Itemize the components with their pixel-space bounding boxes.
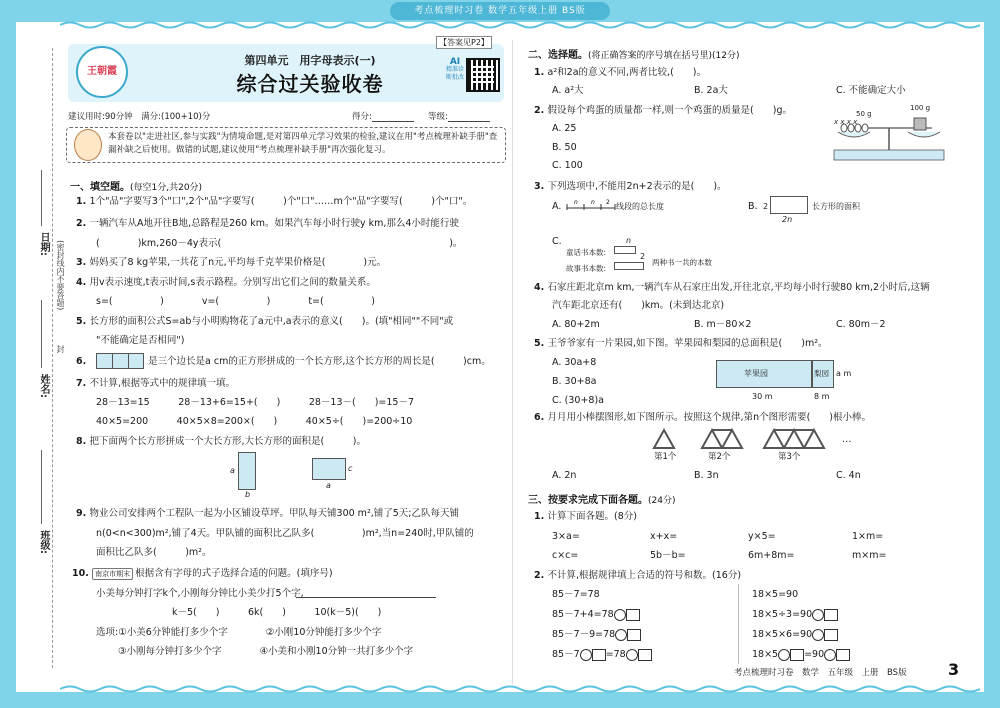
r-q5-number: 5. [534, 338, 548, 349]
pattern-right-2: 18×5÷3=90 [752, 609, 813, 620]
q10-options-2: ③小刚每分钟打多少个字 ④小美和小刚10分钟一共打多少个字 [118, 646, 414, 657]
r-q3-b-side: 2 [763, 202, 769, 211]
q6-square-divider-2 [128, 353, 129, 369]
r-q4-opt-a[interactable]: A. 80+2m [552, 319, 600, 330]
scale-eggs-label: x x x x [834, 118, 858, 126]
intro-text: 本套卷以"走进社区,参与实践"为情境命题,是对第四单元学习效果的检验,建议在用"考点梳理补缺手册"查漏补缺之后使用。做错的试题,建议使用"考点梳理补缺手册"再次强化复习。 [108, 132, 498, 155]
score-label: 得分: [352, 112, 372, 122]
pattern-right-3: 18×5×6=90 [752, 629, 813, 640]
pattern-left-eq: =78 [605, 649, 626, 660]
q5-apple-label: 苹果园 [744, 369, 768, 378]
q10-text: 根据含有字母的式子选择合适的问题。(填序号) [135, 568, 333, 579]
q3-bar-fairy [614, 246, 636, 254]
r-q6-number: 6. [534, 412, 548, 423]
r-q32-title: 不计算,根据规律填上合适的符号和数。(16分) [547, 570, 742, 581]
r-q2-text[interactable]: 假设每个鸡蛋的质量都一样,则一个鸡蛋的质量是( )g。 [547, 105, 792, 116]
date-label: 日期: [38, 232, 49, 256]
blank-circle[interactable] [824, 649, 836, 661]
r-q3-opt-b-text: 长方形的面积 [812, 202, 860, 211]
section-2-title: 二、选择题。 [528, 50, 588, 61]
q5-pear-label: 梨园 [814, 369, 829, 378]
r-q2-number: 2. [534, 105, 548, 116]
student-avatar-icon [74, 129, 102, 161]
blank-square[interactable] [592, 649, 606, 661]
q10-blank-line[interactable] [296, 597, 436, 598]
r-q2-opt-a[interactable]: A. 25 [552, 123, 577, 134]
r-q3-number: 3. [534, 181, 548, 192]
r-q4-text-1: 石家庄距北京m km,一辆汽车从石家庄出发,开往北京,平均每小时行驶80 km,2小时后,这辆 [547, 282, 930, 293]
q4-text[interactable]: 用v表示速度,t表示时间,s表示路程。分别写出它们之间的数量关系。 [89, 277, 376, 288]
q2-text-2[interactable]: ( )km,260－4y表示( )。 [96, 238, 463, 249]
q6-triangles-diagram [652, 428, 852, 450]
seal-dashed-line [52, 48, 53, 668]
q10-source-tag: 南京市期末 [92, 568, 133, 580]
blank-square[interactable] [824, 609, 838, 621]
r-q3-text[interactable]: 下列选项中,不能用2n+2表示的是( )。 [547, 181, 727, 192]
page-number: 3 [948, 660, 960, 679]
blank-circle[interactable] [615, 629, 627, 641]
q6-three-squares [96, 353, 144, 369]
date-fill-line [41, 170, 42, 226]
qr-code-icon[interactable] [466, 58, 500, 92]
q2-number: 2. [76, 218, 90, 229]
calc-7[interactable]: 6m+8m= [748, 550, 795, 561]
r-q3-opt-a-letter[interactable]: A. [552, 201, 562, 212]
q8-label-a1: a [230, 466, 235, 475]
q5-height-label: a m [836, 369, 852, 378]
svg-text:n: n [574, 199, 578, 206]
left-frame-band [0, 0, 16, 708]
r-q3-c-story-label: 故事书本数: [566, 264, 607, 273]
class-label: 班级: [38, 530, 49, 554]
q5-text-2: "不能确定是否相同") [96, 335, 185, 346]
calc-2[interactable]: x+x= [650, 531, 678, 542]
top-banner [200, 2, 800, 20]
q6-square-divider-1 [112, 353, 113, 369]
score-field[interactable] [352, 110, 414, 122]
r-q4-opt-b[interactable]: B. m－80×2 [694, 319, 752, 330]
r-q6-opt-c[interactable]: C. 4n [836, 470, 861, 481]
q6-fig1-label: 第1个 [654, 452, 677, 462]
r-q3-opt-c-letter[interactable]: C. [552, 236, 562, 247]
r-q1-number: 1. [534, 67, 548, 78]
blank-circle[interactable] [614, 609, 626, 621]
r-q2-opt-b[interactable]: B. 50 [552, 142, 577, 153]
q6-fig2-label: 第2个 [708, 452, 731, 462]
r-q6-opt-b[interactable]: B. 3n [694, 470, 719, 481]
ai-label [446, 58, 464, 82]
blank-circle[interactable] [580, 649, 592, 661]
unit-title: 第四单元 用字母表示(一) [244, 54, 376, 67]
q3-text[interactable]: 妈妈买了8 kg苹果,一共花了n元,平均每千克苹果价格是( )元。 [89, 257, 387, 268]
r-q4-number: 4. [534, 282, 548, 293]
q9-text-2[interactable]: n(0<n<300)m²,铺了4天。甲队铺的面积比乙队多( )m²,当n=240时,甲队铺的 [96, 528, 474, 539]
blank-circle[interactable] [778, 649, 790, 661]
calc-1[interactable]: 3×a= [552, 531, 580, 542]
pattern-right-1: 18×5=90 [752, 589, 799, 600]
r-q3-c-n: n [626, 236, 632, 245]
q8-number: 8. [76, 436, 90, 447]
q7-row-1[interactable]: 28－13=15 28－13+6=15+( ) 28－13－( )=15－7 [96, 397, 415, 408]
pattern-left-1: 85－7=78 [552, 589, 600, 600]
answer-reference: 【答案见P2】 [436, 36, 492, 49]
r-q3-c-2: 2 [640, 252, 646, 261]
q8-text[interactable]: 把下面两个长方形拼成一个大长方形,大长方形的面积是( )。 [89, 436, 366, 447]
section-1-title: 一、填空题。 [70, 182, 130, 193]
r-q6-text[interactable]: 月月用小棒摆图形,如下图所示。按照这个规律,第n个图形需要( )根小棒。 [547, 412, 872, 423]
bottom-wave-decoration [60, 684, 980, 694]
q6-fig3-label: 第3个 [778, 452, 801, 462]
pattern-left-2: 85－7+4=78 [552, 609, 614, 620]
r-q1-text[interactable]: a²和2a的意义不同,两者比较,( )。 [547, 67, 706, 78]
r-q1-opt-c[interactable]: C. 不能确定大小 [836, 85, 906, 96]
r-q1-opt-b[interactable]: B. 2a大 [694, 85, 728, 96]
q5-text-1[interactable]: 长方形的面积公式S=ab与小明购物花了a元中,a表示的意义( )。(填"相同""不同"或 [89, 316, 454, 327]
seal-note: (密封线内不要答题) [56, 240, 65, 311]
blank-square[interactable] [824, 629, 838, 641]
blank-square[interactable] [627, 629, 641, 641]
r-q3-opt-b-letter[interactable]: B. [748, 201, 758, 212]
page-title: 综合过关验收卷 [236, 72, 384, 96]
q3-rect-diagram [770, 196, 808, 214]
right-frame-band [984, 0, 1000, 708]
ai-label-top: AI [449, 57, 461, 67]
q7-number: 7. [76, 378, 90, 389]
r-q5-opt-b[interactable]: B. 30+8a [552, 376, 597, 387]
name-fill-line [41, 300, 42, 368]
q10-options-1: 选项:①小美6分钟能打多少个字 ②小刚10分钟能打多少个字 [96, 627, 382, 638]
q10-number: 10. [72, 568, 93, 579]
q3-segment-diagram [566, 196, 616, 212]
pattern-left-4: 85－7 [552, 649, 580, 660]
section-2-heading [528, 46, 740, 61]
r-q31-title: 计算下面各题。(8分) [547, 511, 637, 522]
balance-scale-diagram [826, 106, 952, 164]
scale-left-weight: 50 g [856, 110, 872, 118]
r-q3-c-total: 两种书一共的本数 [652, 258, 712, 267]
top-wave-decoration [60, 20, 980, 30]
blank-circle[interactable] [812, 629, 824, 641]
column-divider [512, 40, 513, 684]
r-q5-text[interactable]: 王爷爷家有一片果园,如下图。苹果园和梨园的总面积是( )m²。 [547, 338, 828, 349]
r-q1-opt-a[interactable]: A. a²大 [552, 85, 584, 96]
r-q4-text-2[interactable]: 汽车距北京还有( )km。(未到达北京) [552, 300, 725, 311]
q5-width-8: 8 m [814, 392, 830, 401]
q6-ellipsis: … [842, 434, 852, 445]
blank-square[interactable] [790, 649, 804, 661]
scale-right-weight: 100 g [910, 104, 931, 112]
banner-text: 考点梳理时习卷 数学五年级上册 BS版 [390, 2, 609, 20]
q4-number: 4. [76, 277, 90, 288]
q5-width-30: 30 m [752, 392, 773, 401]
q3-number: 3. [76, 257, 90, 268]
r-q4-opt-c[interactable]: C. 80m－2 [836, 319, 886, 330]
calc-5[interactable]: c×c= [552, 550, 579, 561]
suggested-time: 建议用时:90分钟 满分:(100+10)分 [68, 112, 211, 122]
q7-row-2[interactable]: 40×5=200 40×5×8=200×( ) 40×5÷( )=200÷10 [96, 416, 413, 427]
q8-rect-2 [312, 458, 346, 480]
section-3-sub: (24分) [648, 496, 676, 506]
q4-formulas[interactable]: s=( ) v=( ) t=( ) [96, 296, 375, 307]
grade-blank[interactable] [448, 113, 490, 122]
blank-square[interactable] [836, 649, 850, 661]
q10-context: 小美每分钟打字k个,小刚每分钟比小美少打5个字, [96, 588, 304, 599]
q1-text[interactable]: 1个"品"字要写3个"口",2个"品"字要写( )个"口"……m个"品"字要写( )个"口"。 [89, 196, 473, 207]
r-q5-opt-a[interactable]: A. 30a+8 [552, 357, 597, 368]
q8-label-a2: a [326, 481, 331, 490]
section-3-title: 三、按要求完成下面各题。 [528, 495, 648, 506]
pattern-left-3: 85－7－9=78 [552, 629, 616, 640]
section-2-sub: (将正确答案的序号填在括号里)(12分) [588, 51, 740, 61]
seal-mark: 封 [56, 345, 65, 353]
blank-square[interactable] [638, 649, 652, 661]
q9-text-1: 物业公司安排两个工程队一起为小区铺设草坪。甲队每天铺300 m²,铺了5天;乙队每天铺 [89, 508, 460, 519]
q10-expressions[interactable]: k－5( ) 6k( ) 10(k－5)( ) [172, 607, 382, 618]
q6-text[interactable]: 是三个边长是a cm的正方形拼成的一个长方形,这个长方形的周长是( )cm。 [148, 356, 491, 367]
brand-logo: 王朝霞 [76, 46, 128, 98]
blank-circle[interactable] [812, 609, 824, 621]
grade-label: 等级: [428, 112, 448, 122]
q9-number: 9. [76, 508, 90, 519]
r-q6-opt-a[interactable]: A. 2n [552, 470, 577, 481]
svg-text:n: n [591, 199, 595, 206]
q3-bar-story [614, 262, 644, 270]
r-q2-opt-c[interactable]: C. 100 [552, 160, 583, 171]
q8-label-b1: b [245, 490, 251, 499]
section-1-sub: (每空1分,共20分) [130, 183, 203, 193]
q8-rect-1 [238, 452, 256, 490]
blank-square[interactable] [626, 609, 640, 621]
blank-circle[interactable] [626, 649, 638, 661]
q1-number: 1. [76, 196, 90, 207]
r-q32-number: 2. [534, 570, 548, 581]
q2-text-1[interactable]: 一辆汽车从A地开往B地,总路程是260 km。如果汽车每小时行驶y km,那么4小时能行驶 [89, 218, 459, 229]
q9-text-3[interactable]: 面积比乙队多( )m²。 [96, 547, 212, 558]
q6-number: 6. [76, 356, 87, 367]
r-q3-c-fairy-label: 童话书本数: [566, 248, 607, 257]
bottom-frame-band [0, 692, 1000, 708]
name-label: 姓名: [38, 374, 49, 398]
q32-divider [738, 584, 739, 664]
svg-text:2: 2 [606, 199, 610, 206]
r-q3-b-width: 2n [782, 215, 793, 224]
pattern-right-4: 18×5 [752, 649, 779, 660]
section-3-heading [528, 491, 675, 506]
section-1-heading [70, 178, 202, 193]
q7-text: 不计算,根据等式中的规律填一填。 [89, 378, 236, 389]
r-q5-opt-c[interactable]: C. (30+8)a [552, 395, 604, 406]
score-blank[interactable] [372, 113, 414, 122]
calc-3[interactable]: y×5= [748, 531, 776, 542]
q5-number: 5. [76, 316, 90, 327]
r-q3-opt-a-text: 线段的总长度 [616, 202, 664, 211]
calc-6[interactable]: 5b－b= [650, 550, 686, 561]
class-fill-line [41, 450, 42, 524]
r-q31-number: 1. [534, 511, 548, 522]
q8-label-c2: c [348, 464, 353, 473]
calc-4[interactable]: 1×m= [852, 531, 884, 542]
grade-field[interactable] [428, 110, 490, 122]
calc-8[interactable]: m×m= [852, 550, 887, 561]
pattern-right-eq: =90 [804, 649, 825, 660]
footer-text: 考点梳理时习卷 数学 五年级 上册 BS版 [734, 668, 907, 678]
ai-label-bottom: 精准诊断批改 [446, 66, 465, 81]
